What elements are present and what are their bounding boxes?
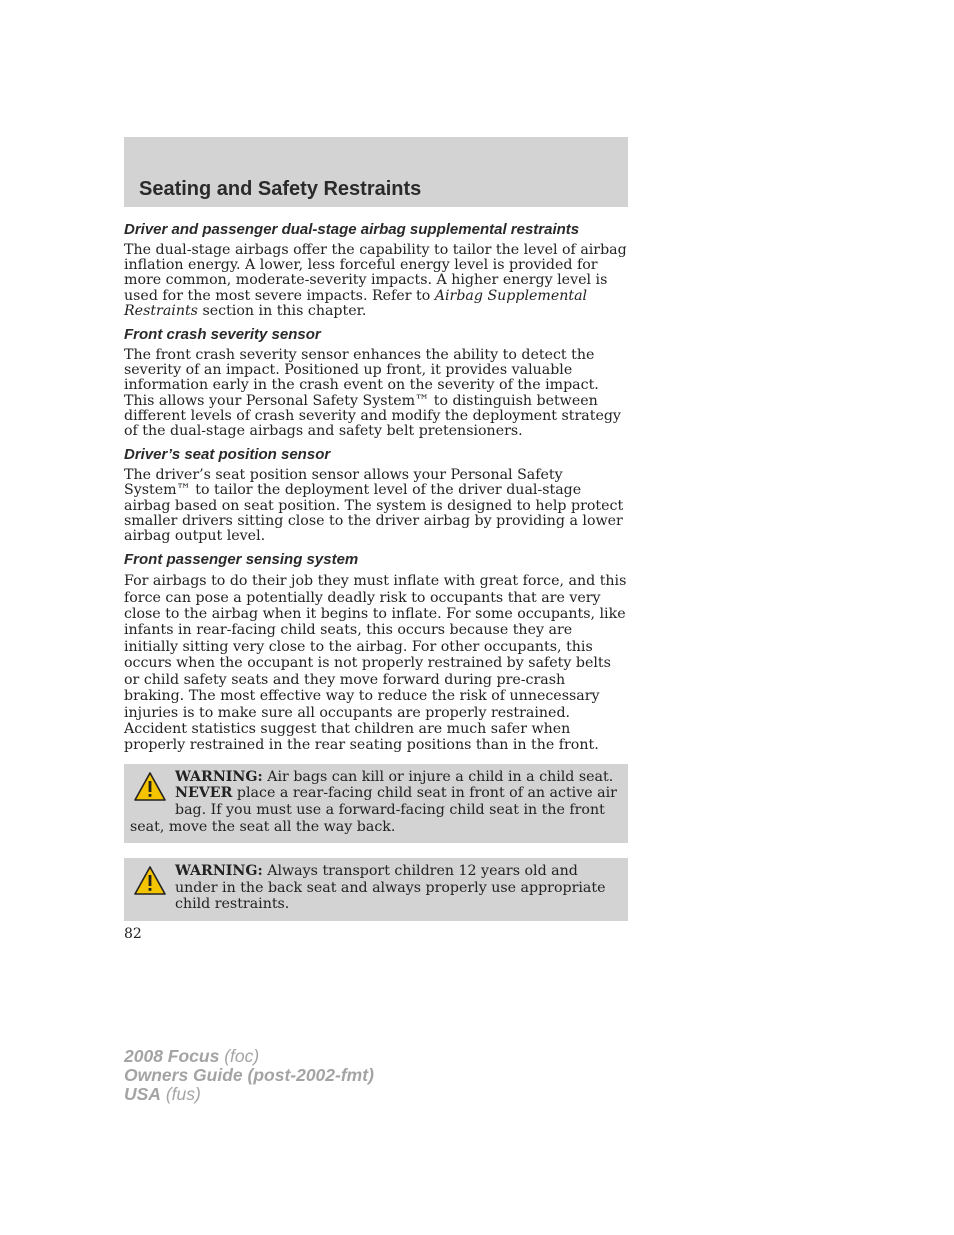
footer-line-model: 2008 Focus (foc) [124,1046,260,1066]
warning-triangle-icon [133,865,167,897]
section-header-band [124,137,628,207]
page-number: 82 [124,926,142,942]
main-content [124,220,628,921]
section-heading-crash-sensor: Front crash severity sensor [124,326,321,344]
section-heading-dual-stage: Driver and passenger dual-stage airbag supplemental restraints [124,221,580,238]
warning-label: WARNING: [175,863,263,880]
paragraph-seat-sensor: The driver’s seat position sensor allows your Personal Safety System™ to tailor the deployment level of the driver dual-stage airbag based on seat position. The system is designed to help protect smaller drivers sitting close to the driver airbag by providing a lower airbag output level. [124,467,624,545]
section-heading-seat-sensor: Driver’s seat position sensor [124,446,331,464]
page-title: Seating and Safety Restraints [139,178,422,200]
paragraph-passenger-sensing: For airbags to do their job they must inflate with great force, and this force can pose a potentially deadly risk to occupants that are very close to the airbag when it begins to inflate. For some occupants, like infants in rear-facing child seats, this occurs because they are initially sitting very close to the airbag. For other occupants, this occurs when the occupant is not properly restrained by safety belts or child safety seats and they move forward during pre-crash braking. The most effective way to reduce the risk of unnecessary injuries is to make sure all occupants are properly restrained. Accident statistics suggest that children are much safer when properly restrained in the rear seating positions than in the front. [124,573,627,754]
document-footer [124,1047,374,1104]
warning-triangle-icon [133,771,167,803]
footer-line-guide: Owners Guide (post-2002-fmt) [124,1065,374,1085]
footer-line-market: USA (fus) [124,1084,201,1104]
paragraph-crash-sensor: The front crash severity sensor enhances the ability to detect the severity of an impact. Positioned up front, it provides valuable information early in the crash event on the severity of the impact. This allows your Personal Safety System™ to distinguish between different levels of crash severity and modify the deployment strategy of the dual-stage airbags and safety belt pretensioners. [124,347,621,440]
warning-label: WARNING: [175,768,263,785]
cross-reference: Airbag Supplemental Restraints [124,287,588,319]
warning-box-child-seat: WARNING: Air bags can kill or injure a child in a child seat. NEVER place a rear-facing child seat in front of an active air bag. If you must use a forward-facing child seat in the front seat, move the seat all the way back. [124,764,628,843]
warning-box-children-back-seat: WARNING: Always transport children 12 years old and under in the back seat and always properly use appropriate child restraints. [124,858,628,921]
paragraph-dual-stage: The dual-stage airbags offer the capability to tailor the level of airbag inflation energy. A lower, less forceful energy level is provided for more common, moderate-severity impacts. A higher energy level is used for the most severe impacts. Refer to Airbag Supplemental Restraints section in this chapter. [124,242,627,319]
section-heading-passenger-sensing: Front passenger sensing system [124,551,359,569]
warning-emphasis: NEVER [175,785,233,802]
